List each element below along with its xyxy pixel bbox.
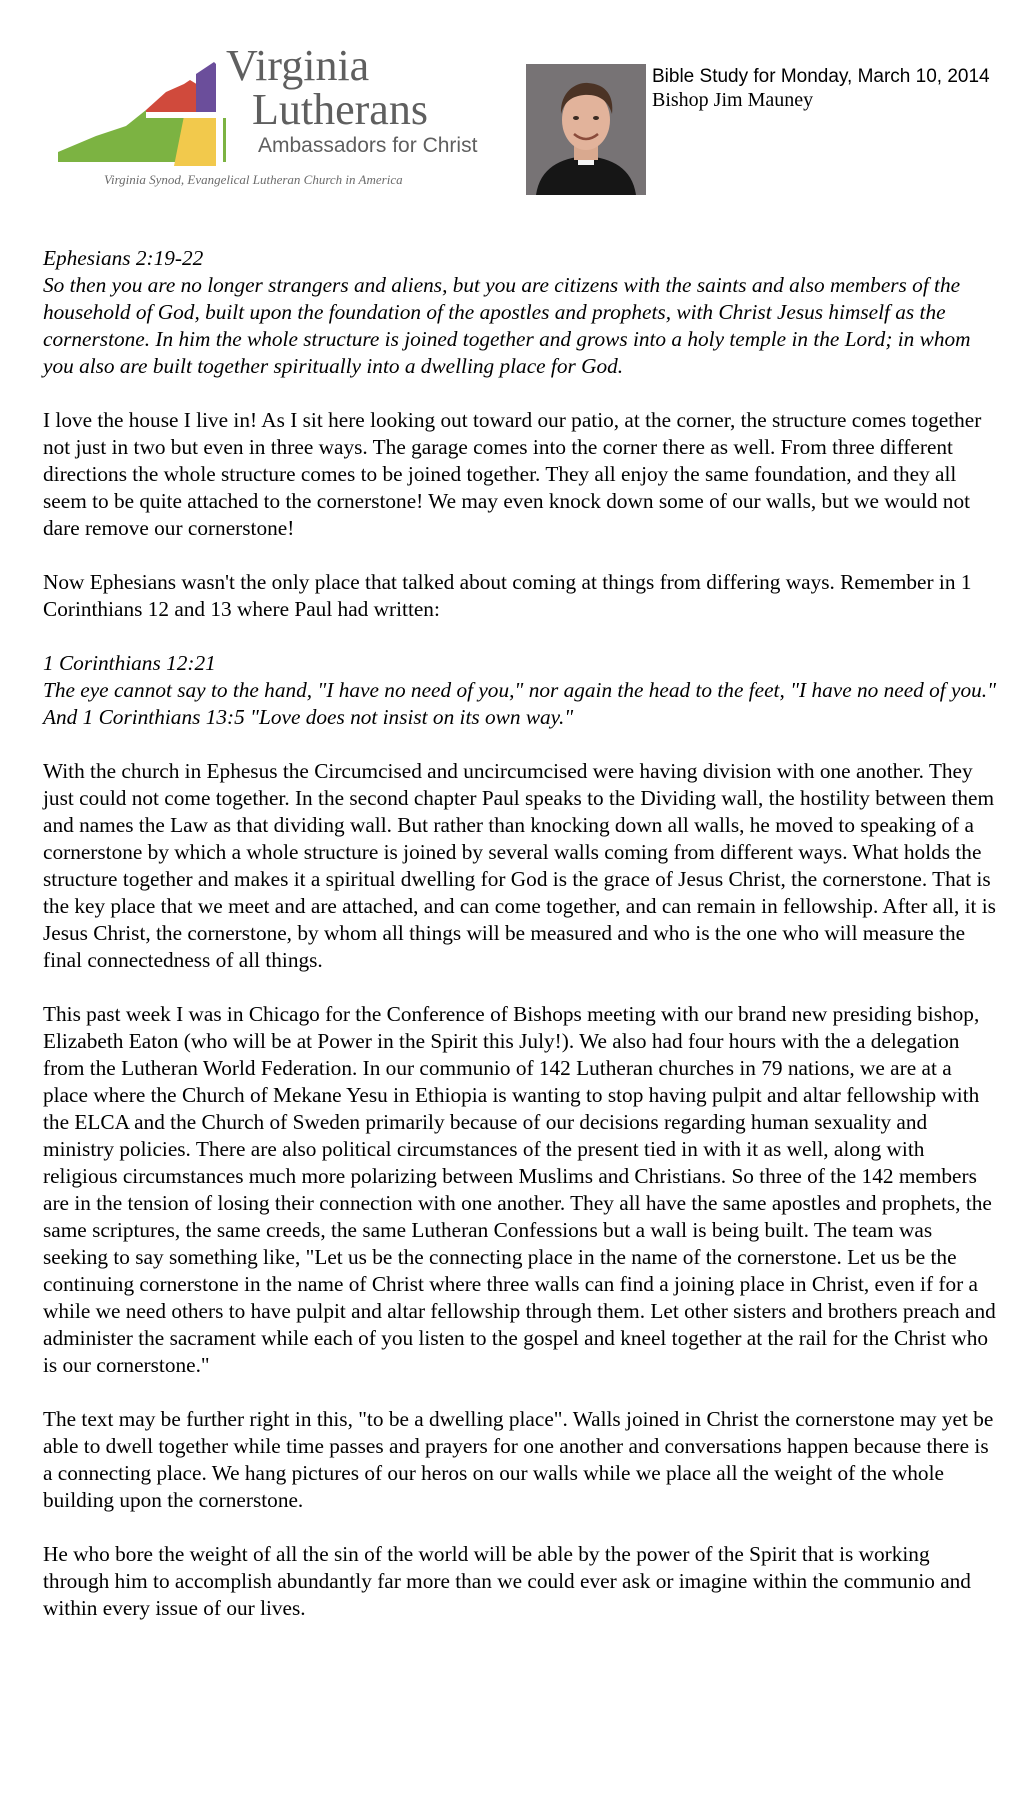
- logo-subtitle: Virginia Synod, Evangelical Lutheran Church in America: [104, 172, 403, 187]
- header-text: [652, 66, 992, 112]
- paragraph-ephesians-differing-ways: Now Ephesians wasn't the only place that talked about coming at things from differing ways. Remember in 1 Corinthians 12 and 13 where Paul had written:: [43, 570, 972, 621]
- virginia-lutherans-logo: [56, 40, 496, 200]
- passage-corinthians: [43, 650, 998, 731]
- logo-title-virginia: Virginia: [226, 41, 370, 90]
- passage-reference: 1 Corinthians 12:21: [43, 651, 216, 675]
- paragraph-dwelling-place: The text may be further right in this, "to be a dwelling place". Walls joined in Christ the cornerstone may yet be able to dwell together while time passes and prayers for one another and conversations happen because there is a connecting place. We hang pictures of our heros on our walls while we place all the weight of the whole building upon the cornerstone.: [43, 1407, 994, 1512]
- paragraph-church-ephesus: With the church in Ephesus the Circumcised and uncircumcised were having division with one another. They just could not come together. In the second chapter Paul speaks to the Dividing wall, the hostility between them and names the Law as that dividing wall. But rather than knocking down all walls, he moved to speaking of a cornerstone by which a whole structure is joined by several walls coming from different ways. What holds the structure together and makes it a spiritual dwelling for God is the grace of Jesus Christ, the cornerstone. That is the key place that we meet and are attached, and can come together, and can remain in fellowship. After all, it is Jesus Christ, the cornerstone, by whom all things will be measured and who is the one who will measure the final connectedness of all things.: [43, 759, 996, 972]
- logo-white-cross-h: [146, 112, 246, 118]
- article-body: [43, 245, 998, 1649]
- author-name: Bishop Jim Mauney: [652, 89, 814, 111]
- passage-reference: Ephesians 2:19-22: [43, 246, 204, 270]
- passage-text: The eye cannot say to the hand, "I have no need of you," nor again the head to the feet, "I have no need of you." And 1 Corinthians 13:5 "Love does not insist on its own way.": [43, 678, 997, 729]
- header: [0, 0, 1020, 210]
- logo-title-lutherans: Lutherans: [252, 85, 428, 134]
- paragraph-closing: He who bore the weight of all the sin of the world will be able by the power of the Spirit that is working through him to accomplish abundantly far more than we could ever ask or imagine within the communio and within every issue of our lives.: [43, 1542, 971, 1620]
- paragraph-chicago-conference: This past week I was in Chicago for the Conference of Bishops meeting with our brand new presiding bishop, Elizabeth Eaton (who will be at Power in the Spirit this July!). We also had four hours with the a delegation from the Lutheran World Federation. In our communio of 142 Lutheran churches in 79 nations, we are at a place where the Church of Mekane Yesu in Ethiopia is wanting to stop having pulpit and altar fellowship with the ELCA and the Church of Sweden primarily because of our decisions regarding human sexuality and ministry policies. There are also political circumstances of the present tied in with it as well, along with religious circumstances much more polarizing between Muslims and Christians. So three of the 142 members are in the tension of losing their connection with one another. They all have the same apostles and prophets, the same scriptures, the same creeds, the same Lutheran Confessions but a wall is being built. The team was seeking to say something like, "Let us be the connecting place in the name of the cornerstone. Let us be the continuing cornerstone in the name of Christ where three walls can find a joining place in Christ, even if for a while we need others to have pulpit and altar fellowship through them. Let other sisters and brothers preach and administer the sacrament while each of you listen to the gospel and kneel together at the rail for the Christ who is our cornerstone.": [43, 1002, 996, 1377]
- passage-ephesians: [43, 245, 998, 380]
- passage-text: So then you are no longer strangers and aliens, but you are citizens with the saints and also members of the household of God, built upon the foundation of the apostles and prophets, with Christ Jesus himself as the cornerstone. In him the whole structure is joined together and grows into a holy temple in the Lord; in whom you also are built together spiritually into a dwelling place for God.: [43, 273, 971, 378]
- study-title: Bible Study for Monday, March 10, 2014: [652, 66, 990, 87]
- logo-tagline: Ambassadors for Christ: [258, 134, 478, 157]
- paragraph-house: I love the house I live in! As I sit here looking out toward our patio, at the corner, the structure comes together not just in two but even in three ways. The garage comes into the corner there as well. From three different directions the whole structure comes to be joined together. They all enjoy the same foundation, and they all seem to be quite attached to the cornerstone! We may even knock down some of our walls, but we would not dare remove our cornerstone!: [43, 408, 982, 540]
- bishop-photo: [526, 64, 646, 195]
